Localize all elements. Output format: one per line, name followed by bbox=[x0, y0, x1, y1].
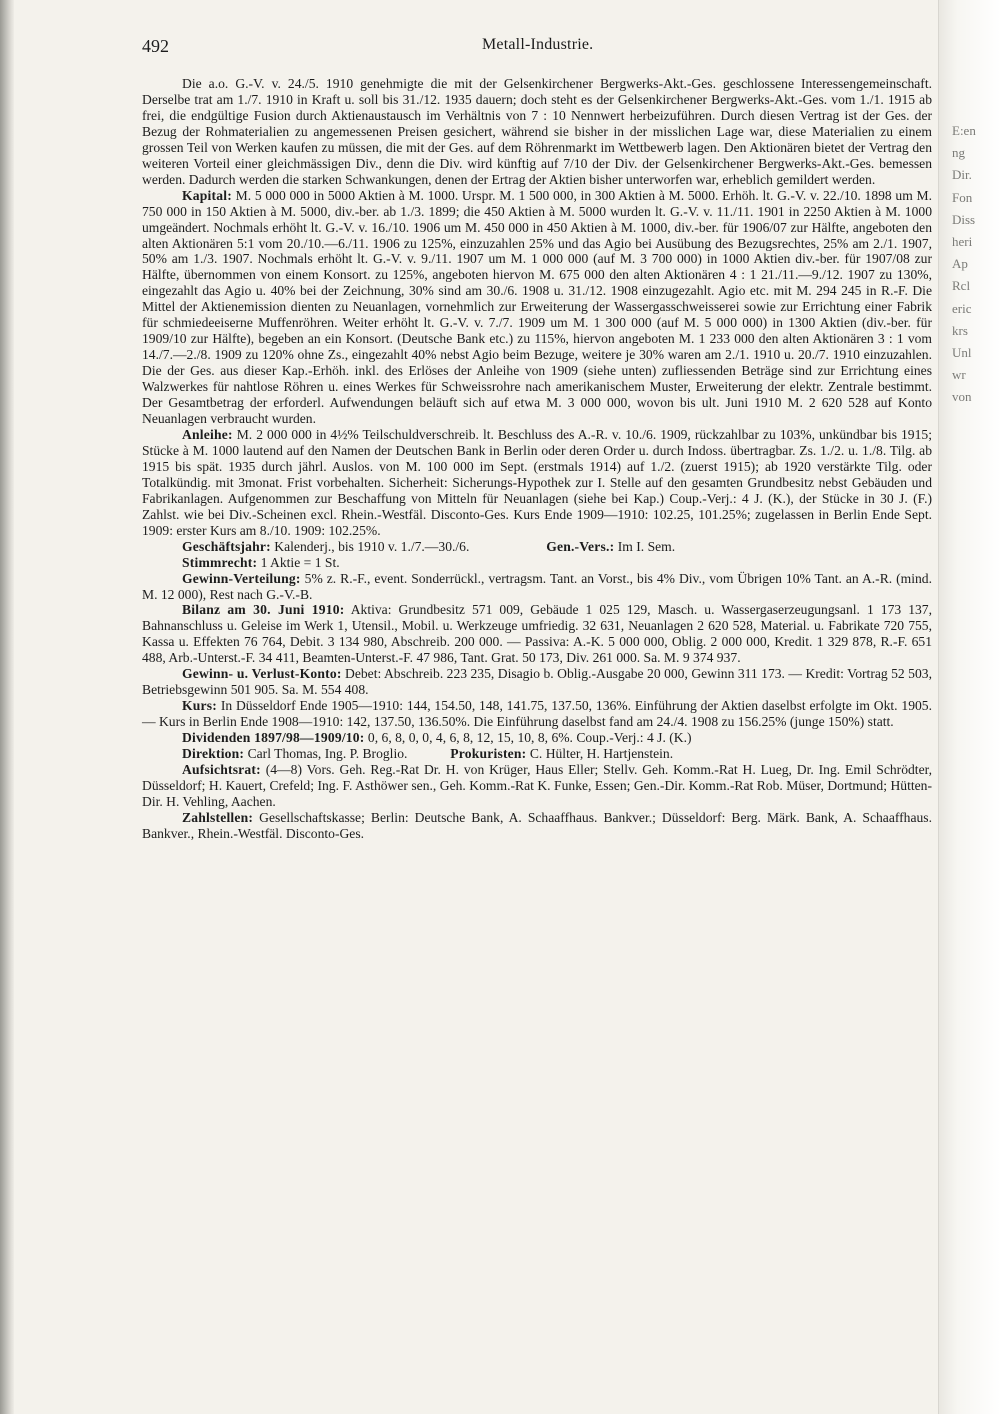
entry-gewinn-verteilung bbox=[142, 571, 932, 603]
entry-text: (4—8) Vors. Geh. Reg.-Rat Dr. H. von Krüger, Haus Eller; Stellv. Geh. Komm.-Rat H. Lueg, Dr. Ing. Emil Schrödter, Düsseldorf; H. Kauert, Crefeld; Ing. F. Asthöwer sen., Geh. Komm.-Rat K. Funke, Essen; Gen.-Dir. Komm.-Rat Rob. Müser, Dortmund; Hütten-Dir. H. Vehling, Aachen. bbox=[142, 761, 932, 809]
entry-label: Direktion: bbox=[182, 746, 245, 762]
fragment-line: Ap bbox=[952, 256, 968, 272]
entry-text: 0, 6, 8, 0, 0, 4, 6, 8, 12, 15, 10, 8, 6%. Coup.-Verj.: 4 J. (K.) bbox=[367, 730, 692, 746]
entry-stimmrecht bbox=[142, 555, 932, 571]
entry-text: Aktiva: Grundbesitz 571 009, Gebäude 1 025 129, Masch. u. Wassergaserzeugungsanl. 1 173 137, Bahnanschluss u. Geleise im Werk 1, Utensil., Mobil. u. Werkzeuge umfriedig. 32 631, Neuanlagen 2 620 528, Material. u. Fabrikate 720 755, Kassa u. Effekten 76 764, Debit. 3 134 980, Abschreib. 200 000. — Passiva: A.-K. 5 000 000, Oblig. 2 000 000, Kredit. 1 329 878, R.-F. 651 488, Arb.-Unterst.-F. 34 411, Beamten-Unterst.-F. 47 986, Tant. Grat. 50 173, Div. 261 000. Sa. M. 9 374 937. bbox=[142, 602, 932, 666]
entry-geschaeftsjahr bbox=[142, 539, 932, 555]
entry-kapital bbox=[142, 188, 932, 427]
entry-text: 1 Aktie = 1 St. bbox=[260, 554, 340, 570]
entry-text: Debet: Abschreib. 223 235, Disagio b. Oblig.-Ausgabe 20 000, Gewinn 311 173. — Kredit: Vortrag 52 503, Betriebsgewinn 501 905. Sa. M. 554 408. bbox=[142, 666, 932, 698]
entry-dividenden bbox=[142, 730, 932, 746]
entry-label-prokuristen: Prokuristen: bbox=[450, 746, 527, 762]
fragment-line: Fon bbox=[952, 189, 973, 205]
document-page bbox=[142, 30, 932, 842]
entry-text: Gesellschaftskasse; Berlin: Deutsche Bank, A. Schaaffhaus. Bankver.; Düsseldorf: Berg. Märk. Bank, A. Schaaffhaus. Bankver., Rhein.-Westfäl. Disconto-Ges. bbox=[142, 809, 932, 841]
entry-label: Gewinn- u. Verlust-Konto: bbox=[182, 666, 342, 682]
page-body bbox=[142, 76, 932, 842]
entry-anleihe bbox=[142, 427, 932, 539]
entry-text-gen-vers: Im I. Sem. bbox=[617, 538, 676, 554]
page-header bbox=[142, 30, 932, 70]
entry-label: Kapital: bbox=[182, 187, 232, 203]
entry-label: Kurs: bbox=[182, 698, 217, 714]
entry-text: 5% z. R.-F., event. Sonderrückl., vertragsm. Tant. an Vorst., bis 4% Div., vom Übrigen 10% Tant. an A.-R. (mind. M. 12 000), Rest nach G.-V.-B. bbox=[142, 570, 932, 602]
fragment-line: Dir. bbox=[952, 167, 972, 183]
entry-label: Aufsichtsrat: bbox=[182, 761, 261, 777]
entry-text-prokuristen: C. Hülter, H. Hartjenstein. bbox=[529, 746, 674, 762]
entry-direktion bbox=[142, 746, 932, 762]
adjacent-page-fragments bbox=[952, 120, 998, 409]
entry-label: Stimmrecht: bbox=[182, 554, 258, 570]
fragment-line: wr bbox=[952, 367, 966, 383]
entry-label: Zahlstellen: bbox=[182, 809, 254, 825]
fragment-line: heri bbox=[952, 234, 973, 250]
page-number: 492 bbox=[142, 36, 169, 56]
fragment-line: Rcl bbox=[952, 278, 971, 294]
entry-aufsichtsrat bbox=[142, 762, 932, 810]
fragment-line: krs bbox=[952, 322, 968, 338]
fragment-line: eric bbox=[952, 300, 972, 316]
entry-text: Kalenderj., bis 1910 v. 1./7.—30./6. bbox=[274, 538, 470, 554]
entry-text: Carl Thomas, Ing. P. Broglio. bbox=[247, 746, 408, 762]
book-spine-shadow bbox=[0, 0, 14, 1414]
entry-label-gen-vers: Gen.-Vers.: bbox=[546, 538, 615, 554]
entry-text: In Düsseldorf Ende 1905—1910: 144, 154.50, 148, 141.75, 137.50, 136%. Einführung der Aktien daselbst erfolgte im Okt. 1905. — Kurs in Berlin Ende 1908—1910: 142, 137.50, 136.50%. Die Einführung daselbst fand am 24./4. 1908 zu 156.25% (junge 150%) statt. bbox=[142, 698, 932, 730]
entry-label: Anleihe: bbox=[182, 426, 233, 442]
entry-label: Dividenden 1897/98—1909/10: bbox=[182, 730, 365, 746]
fragment-line: Unl bbox=[952, 345, 972, 361]
fragment-line: ng bbox=[952, 145, 965, 161]
entry-text: M. 2 000 000 in 4½% Teilschuldverschreib. lt. Beschluss des A.-R. v. 10./6. 1909, rückzahlbar zu 103%, unkündbar bis 1915; Stücke à M. 1000 lautend auf den Namen der Deutschen Bank in Berlin oder deren Order u. durch Indoss. übertragbar. Zs. 1./2. u. 1./8. Tilg. ab 1915 bis spät. 1935 durch jährl. Auslos. von M. 100 000 im Sept. (erstmals 1914) auf 1./2. (zuerst 1915); ab 1920 verstärkte Tilg. oder Totalkündig. mit 3monat. Frist vorbehalten. Sicherheit: Sicherungs-Hypothek zur I. Stelle auf den gesamten Grundbesitz nebst Gebäuden und Fabrikanlagen. Aufgenommen zur Beschaffung von Mitteln für Neuanlagen (siehe bei Kap.) Coup.-Verj.: 4 J. (K.), der Stücke in 30 J. (F.) Zahlst. wie bei Div.-Scheinen excl. Rhein.-Westfäl. Disconto-Ges. Kurs Ende 1909—1910: 102.25, 101.25%; zugelassen in Berlin Ende Sept. 1909: erster Kurs am 8./10. 1909: 102.25%. bbox=[142, 426, 932, 538]
entry-label: Gewinn-Verteilung: bbox=[182, 570, 301, 586]
fragment-line: von bbox=[952, 389, 972, 405]
entry-zahlstellen bbox=[142, 810, 932, 842]
entry-text: M. 5 000 000 in 5000 Aktien à M. 1000. Urspr. M. 1 500 000, in 300 Aktien à M. 5000. Erhöh. lt. G.-V. v. 22./10. 1898 um M. 750 000 in 150 Aktien à M. 5000, div.-ber. ab 1./3. 1899; die 450 Aktien à M. 5000 wurden lt. G.-V. v. 11./11. 1901 in 2250 Aktien à M. 1000 umgeändert. Nochmals erhöht lt. G.-V. v. 16./10. 1906 um M. 450 000 in 450 Aktien à M. 1000, div.-ber. für 1906/07 zur Hälfte, angeboten den alten Aktionären 5:1 vom 20./10.—6./11. 1906 zu 125%, einzuzahlen 25% und das Agio bei Ausübung des Bezugsrechtes, 25% am 2./1. 1907, 50% am 1./3. 1907. Nochmals erhöht lt. G.-V. v. 9./11. 1907 um M. 1 000 000 (auf M. 3 700 000) in 1000 Aktien div.-ber. für 1907/08 zur Hälfte, übernommen von einem Konsort. zu 125%, angeboten hiervon M. 675 000 den alten Aktionären 4 : 1 21./11.—9./12. 1907 zu 130%, eingezahlt das Agio u. 40% bei der Zeichnung, 30% sind am 30./6. 1908 u. 31./12. 1908 einzugezahlt. Agio etc. mit M. 294 245 in R.-F. Die Mittel der Aktienemission dienten zu Neuanlagen, vornehmlich zur Erweiterung der Wassergasschweisserei sowie zur Errichtung einer Fabrik für schmiedeeiserne Muffenröhren. Weiter erhöht lt. G.-V. v. 7./7. 1909 um M. 1 300 000 (auf M. 5 000 000) in 1300 Aktien (div.-ber. für 1909/10 zur Hälfte), begeben an ein Konsort. (Deutsche Bank etc.) zu 115%, hiervon angeboten M. 1 233 000 den alten Aktionären 3 : 1 vom 14./7.—2./8. 1909 zu 120% ohne Zs., eingezahlt 40% nebst Agio beim Bezuge, weitere je 30% waren am 2./1. 1910 u. 20./7. 1910 einzuzahlen. Die der Ges. aus dieser Kap.-Erhöh. inkl. des Erlöses der Anleihe von 1909 (siehe unten) zufliessenden Beträge sind zur Errichtung eines Walzwerkes für nahtlose Röhren u. eines Werkes für Schweissrohre nach amerikanischem Muster, Erweiterung der elektr. Zentrale bestimmt. Der Gesamtbetrag der erforderl. Aufwendungen beläuft sich auf etwa M. 3 000 000, wovon bis ult. Juni 1910 M. 2 620 528 auf Konto Neuanlagen verbraucht wurden. bbox=[142, 187, 932, 427]
fragment-line: Diss bbox=[952, 211, 976, 227]
fragment-line: E:en bbox=[952, 123, 976, 138]
entry-gewinn-verlust bbox=[142, 666, 932, 698]
entry-label: Bilanz am 30. Juni 1910: bbox=[182, 602, 345, 618]
entry-bilanz bbox=[142, 602, 932, 666]
running-title: Metall-Industrie. bbox=[482, 36, 594, 53]
entry-kurs bbox=[142, 698, 932, 730]
entry-label: Geschäftsjahr: bbox=[182, 538, 271, 554]
intro-paragraph: Die a.o. G.-V. v. 24./5. 1910 genehmigte die mit der Gelsenkirchener Bergwerks-Akt.-Ges. geschlossene Interessengemeinschaft. Derselbe trat am 1./7. 1910 in Kraft u. soll bis 31./12. 1935 dauern; doch steht es der Gelsenkirchener Bergwerks-Akt.-Ges. vom 1./1. 1915 ab frei, die endgültige Fusion durch Aktienaustausch im Verhältnis von 7 : 10 Nennwert herbeizuführen. Durch diesen Vertrag ist der Ges. der Bezug der Rohmaterialien zu angemessenen Preisen gesichert, während sie bisher in der misslichen Lage war, diese Materialien zu einem grossen Teil von Werken kaufen zu müssen, die mit der Ges. auf dem Röhrenmarkt im Wettbewerb lagen. Den Aktionären bietet der Vertrag den weiteren Vorteil einer gleichmässigen Div., denn die Div. wird künftig auf 7/10 der Div. der Gelsenkirchener Bergwerks-Akt.-Ges. bemessen werden. Dadurch werden die starken Schwankungen, denen der Ertrag der Aktien bisher unterworfen war, erheblich gemildert werden. bbox=[142, 76, 932, 187]
